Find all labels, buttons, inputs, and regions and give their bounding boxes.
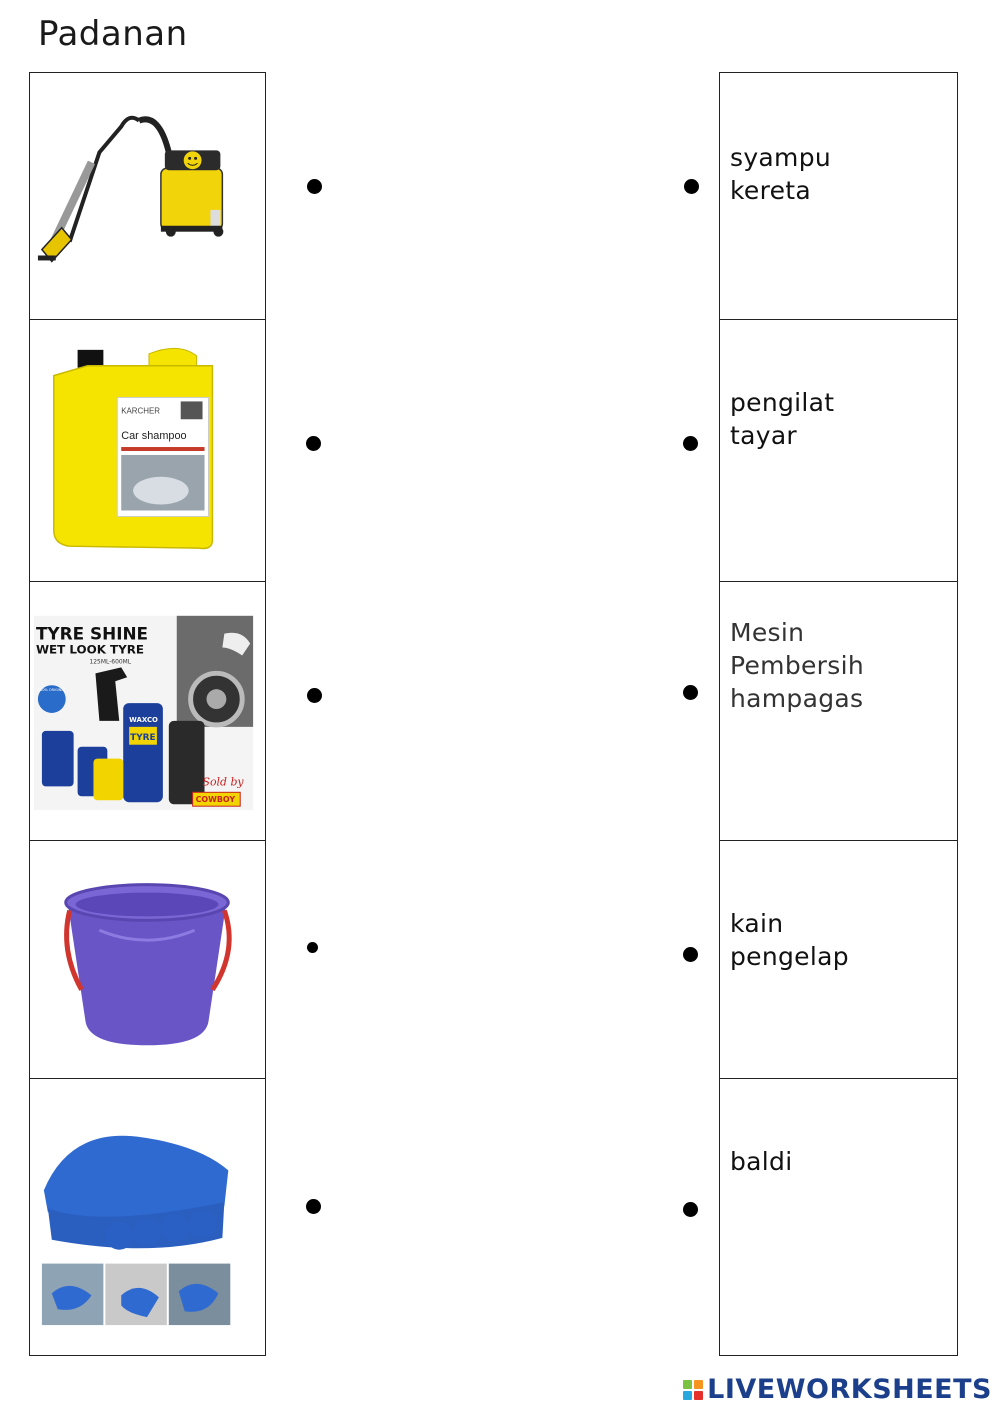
tyre-shine-products-icon (30, 582, 265, 840)
left-dot-4[interactable] (307, 942, 318, 953)
liveworksheets-logo-icon (683, 1380, 703, 1400)
picture-card-1 (29, 72, 266, 320)
page-title: Padanan (38, 14, 188, 54)
poster-subheadline: WET LOOK TYRE (35, 642, 145, 657)
answer-label-4: kain pengelap (730, 909, 849, 971)
answer-label-5: baldi (730, 1147, 793, 1176)
left-dot-3[interactable] (307, 688, 322, 703)
poster-sold-by: Sold by (202, 775, 244, 789)
can-label: Car shampoo (121, 430, 187, 443)
picture-card-5 (29, 1078, 266, 1356)
liveworksheets-logo (683, 1374, 992, 1405)
right-dot-4[interactable] (683, 947, 698, 962)
poster-product-brand: WAXCO (129, 715, 158, 724)
poster-seller: COWBOY (195, 795, 236, 805)
poster-sizes: 125ML-600ML (89, 658, 132, 666)
right-dot-2[interactable] (683, 436, 698, 451)
answer-card-5 (719, 1078, 958, 1356)
left-dot-5[interactable] (306, 1199, 321, 1214)
answer-label-2: pengilat tayar (730, 388, 835, 450)
picture-card-2 (29, 319, 266, 582)
picture-card-3 (29, 581, 266, 841)
left-dot-1[interactable] (307, 179, 322, 194)
can-brand: KARCHER (121, 406, 160, 416)
answer-card-2 (719, 319, 958, 582)
poster-product-name: TYRE (130, 732, 156, 743)
left-dot-2[interactable] (306, 436, 321, 451)
right-dot-3[interactable] (683, 685, 698, 700)
liveworksheets-brand: LIVEWORKSHEETS (707, 1374, 992, 1405)
right-dot-5[interactable] (683, 1202, 698, 1217)
bucket-icon (30, 841, 265, 1078)
right-dot-1[interactable] (684, 179, 699, 194)
answer-card-4 (719, 840, 958, 1079)
vacuum-cleaner-icon (30, 73, 265, 319)
microfiber-cloth-icon (30, 1079, 265, 1355)
answer-card-3 (719, 581, 958, 841)
answer-card-1 (719, 72, 958, 320)
poster-badge: 100% ORIGINAL (37, 688, 66, 693)
answer-label-1: syampu kereta (730, 143, 832, 205)
picture-card-4 (29, 840, 266, 1079)
answer-label-3: Mesin Pembersih hampagas (730, 618, 864, 713)
poster-headline: TYRE SHINE (35, 623, 149, 644)
car-shampoo-can-icon (30, 320, 265, 581)
